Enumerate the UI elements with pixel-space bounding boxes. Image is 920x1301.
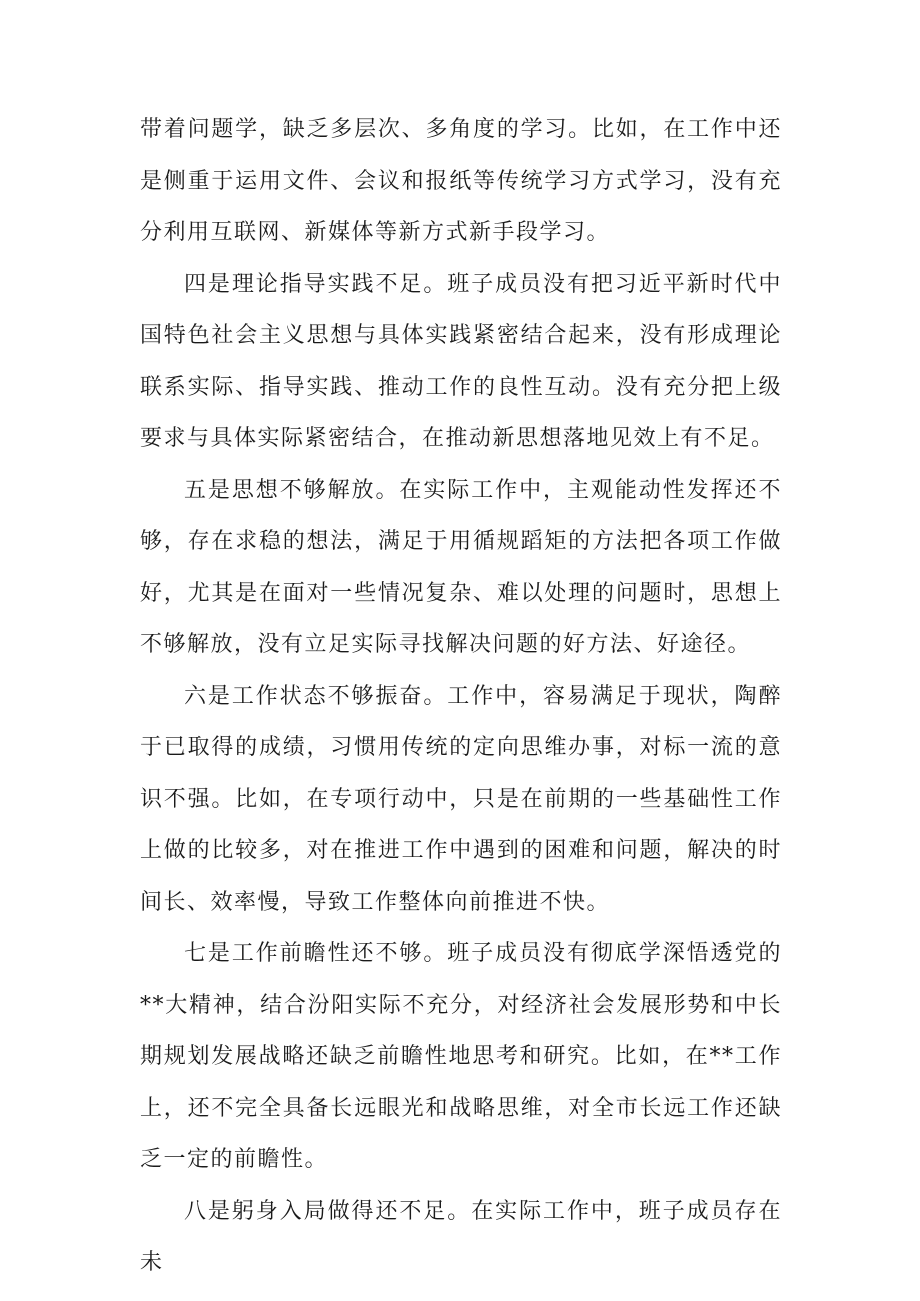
paragraph-seven: 七是工作前瞻性还不够。班子成员没有彻底学深悟透党的**大精神，结合汾阳实际不充分，对经济社会发展形势和中长期规划发展战略还缺乏前瞻性地思考和研究。比如，在**工作上，还不完全具备长远眼光和战略思维，对全市长远工作还缺乏一定的前瞻性。 [140, 941, 782, 1172]
paragraph-four: 四是理论指导实践不足。班子成员没有把习近平新时代中国特色社会主义思想与具体实践紧密结合起来，没有形成理论联系实际、指导实践、推动工作的良性互动。没有充分把上级要求与具体实际紧密结合，在推动新思想落地见效上有不足。 [140, 271, 782, 451]
paragraph-six: 六是工作状态不够振奋。工作中，容易满足于现状，陶醉于已取得的成绩，习惯用传统的定向思维办事，对标一流的意识不强。比如，在专项行动中，只是在前期的一些基础性工作上做的比较多，对在推进工作中遇到的困难和问题，解决的时间长、效率慢，导致工作整体向前推进不快。 [140, 683, 782, 915]
paragraph-continuation: 带着问题学，缺乏多层次、多角度的学习。比如，在工作中还是侧重于运用文件、会议和报纸等传统学习方式学习，没有充分利用互联网、新媒体等新方式新手段学习。 [140, 117, 782, 245]
paragraph-eight: 八是躬身入局做得还不足。在实际工作中，班子成员存在未 [140, 1198, 782, 1275]
paragraph-five: 五是思想不够解放。在实际工作中，主观能动性发挥还不够，存在求稳的想法，满足于用循规蹈矩的方法把各项工作做好，尤其是在面对一些情况复杂、难以处理的问题时，思想上不够解放，没有立足实际寻找解决问题的好方法、好途径。 [140, 477, 782, 657]
document-body [140, 104, 782, 1289]
